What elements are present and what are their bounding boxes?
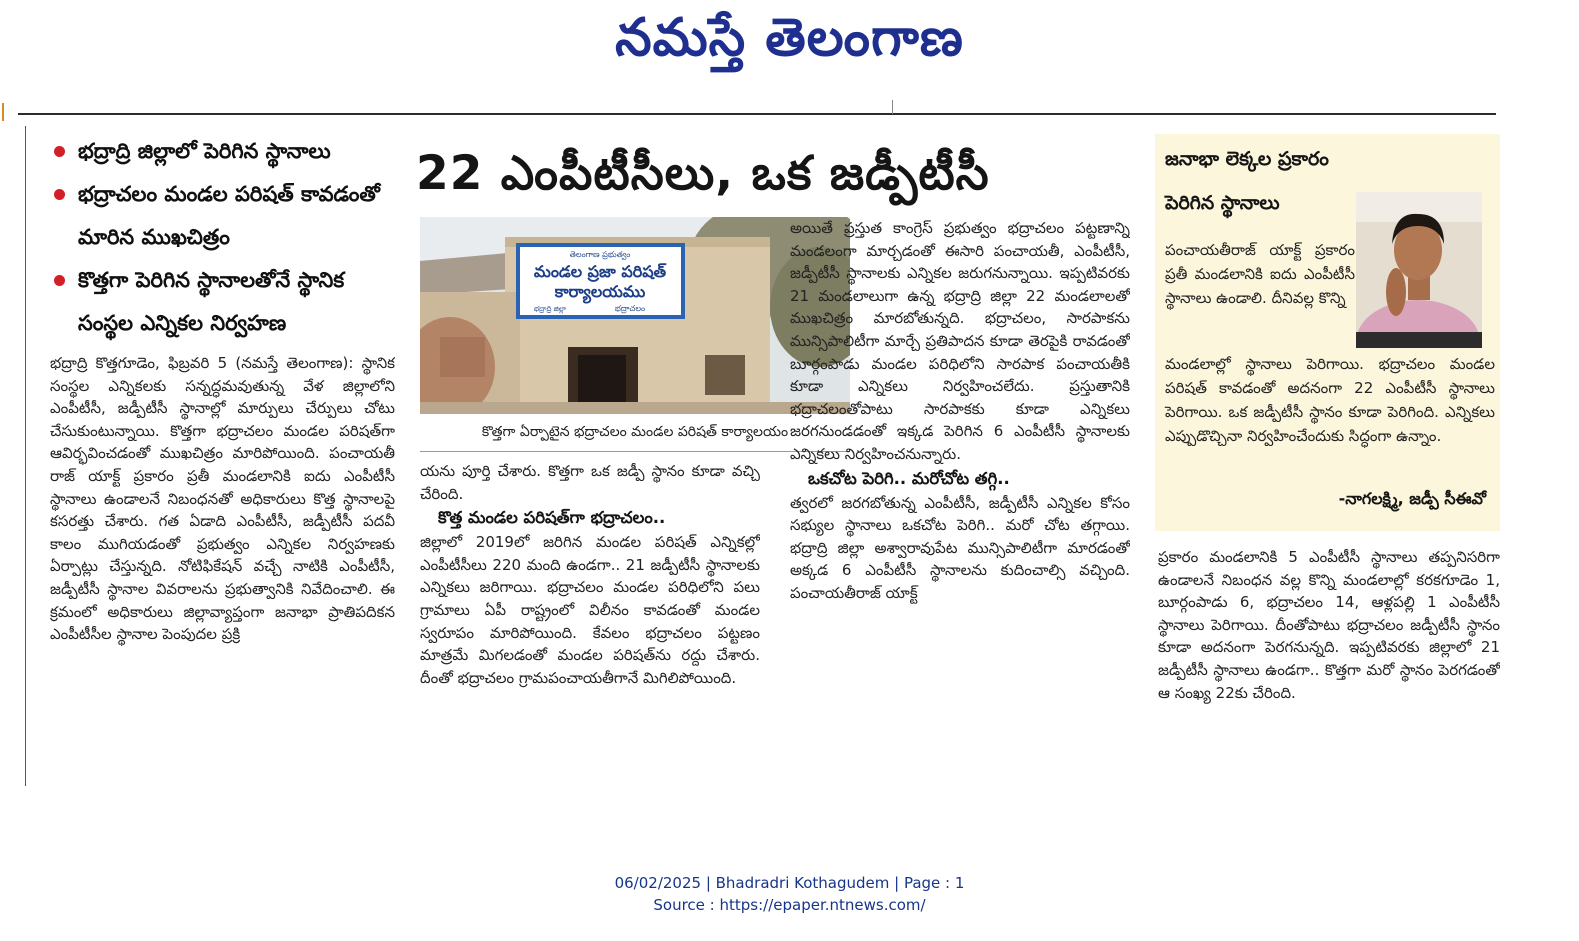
article-column-2 <box>420 460 760 770</box>
top-rule-tick <box>892 100 893 114</box>
article-paragraph: అయితే ప్రస్తుత కాంగ్రెస్ ప్రభుత్వం భద్రాచలం పట్టణాన్ని మండలంగా మార్చడంతో ఈసారి పంచాయతీ, ఎంపీటీసీ, జడ్పీటీసీ స్థానాలకు ఎన్నికల జరుగనున్నాయి. ఇప్పటివరకు 21 మండలాలుగా ఉన్న భద్రాద్రి జిల్లా 22 మండలాలతో ముఖచిత్రం మారబోతున్నది. భద్రాచలం, సారపాకను మున్సిపాలిటీగా మార్చే ప్రతిపాదన కూడా తెరపైకి రావడంతో బూర్గంపాడు మండల పరిధిలోని సారపాక పంచాయతీకి కూడా ఎన్నికలు నిర్వహించలేదు. ప్రస్తుతానికి భద్రాచలంతోపాటు సారపాకకు కూడా ఎన్నికలు జరగనుండడంతో ఇక్కడ పెరిగిన 6 ఎంపీటీసీ స్థానాలకు ఎన్నికలు నిర్వహించనున్నారు. <box>790 219 1130 463</box>
article-column-1 <box>50 352 395 772</box>
article-column-4 <box>1158 546 1500 770</box>
masthead <box>0 0 1579 82</box>
article-paragraph: జిల్లాలో 2019లో జరిగిన మండల పరిషత్ ఎన్నికల్లో ఎంపీటీసీలు 220 మంది ఉండగా.. 21 జడ్పీటీసీ స్థానాలకు ఎన్నికలు జరిగాయి. భద్రాచలం మండల పరిధిలోని పలు గ్రామాలు ఏపీ రాష్ట్రంలో విలీనం కావడంతో మండల స్వరూపం మారిపోయింది. కేవలం భద్రాచలం పట్టణం మాత్రమే మిగలడంతో మండల పరిషత్‌ను రద్దు చేశారు. దీంతో భద్రాచలం గ్రామపంచాయతీగానే మిగిలిపోయింది. <box>420 533 760 687</box>
sidebar-signature: -నాగలక్ష్మి, జడ్పీ సీఈవో <box>1338 489 1486 508</box>
sign-main-line-1: మండల ప్రజా పరిషత్ <box>533 262 667 281</box>
section-subhead: కొత్త మండల పరిషత్‌గా భద్రాచలం.. <box>438 508 666 528</box>
page-edge-mark <box>2 103 4 121</box>
article-paragraph: భద్రాద్రి కొత్తగూడెం, ఫిబ్రవరి 5 (నమస్తే తెలంగాణ): స్థానిక సంస్థల ఎన్నికలకు సన్నద్ధమవుతున్న వేళ జిల్లాలోని ఎంపీటీసీ, జడ్పీటీసీ స్థానాల్లో మార్పులు చేర్పులు చోటు చేసుకుంటున్నాయి. కొత్తగా భద్రాచలం మండల పరిషత్‌గా ఆవిర్భవించడంతో ముఖచిత్రం మారిపోయింది. పంచాయతీ రాజ్ యాక్ట్ ప్రకారం ప్రతీ మండలానికి ఐదు ఎంపీటీసీ స్థానాలు ఉండాలనే నిబంధనతో అధికారులు కొత్త స్థానాలపై కసరత్తు చేశారు. గత ఏడాది ఎంపీటీసీ, జడ్పీటీసీ పదవీ కాలం ముగియడంతో ప్రభుత్వం ఎన్నికల నిర్వహణకు ఏర్పాట్లు చేస్తున్నది. నోటిఫికేషన్ వచ్చే నాటికి ఎంపీటీసీ, జడ్పీటీసీ స్థానాల వివరాలను ప్రభుత్వానికి నివేదించాలి. ఈ క్రమంలో అధికారులు జిల్లావ్యాప్తంగా జనాభా ప్రాతిపదికన ఎంపీటీసీల స్థానాల పెంపుదల ప్రక్రి <box>50 354 395 644</box>
highlight-item <box>50 259 395 345</box>
newspaper-title: నమస్తే తెలంగాణ <box>615 8 964 68</box>
highlight-text: భద్రాద్రి జిల్లాలో పెరిగిన స్థానాలు <box>78 139 331 163</box>
section-subhead: ఒకచోట పెరిగి.. మరోచోట తగ్గి.. <box>808 468 1010 488</box>
article-paragraph: యను పూర్తి చేశారు. కొత్తగా ఒక జడ్పీ స్థానం కూడా వచ్చి చేరింది. <box>420 462 760 503</box>
sign-main-line-2: కార్యాలయము <box>554 282 646 301</box>
office-photo <box>420 217 850 414</box>
article-paragraph: త్వరలో జరగబోతున్న ఎంపీటీసీ, జడ్పీటీసీ ఎన్నికల కోసం సభ్యుల స్థానాలు ఒకచోట పెరిగి.. మరో చోట తగ్గాయి. భద్రాద్రి జిల్లా అశ్వారావుపేట మున్సిపాలిటీగా మారడంతో అక్కడ 6 ఎంపీటీసీ స్థానాలను కుదించాల్సి వచ్చింది. పంచాయతీరాజ్ యాక్ట్ <box>790 493 1130 602</box>
official-portrait <box>1356 192 1482 348</box>
bullet-icon <box>54 146 65 157</box>
left-column-rule <box>25 126 26 786</box>
sign-top-text: తెలంగాణ ప్రభుత్వం <box>569 250 631 259</box>
highlight-item <box>50 173 395 259</box>
portrait-image <box>1356 192 1482 348</box>
sidebar-quote: మండలాల్లో స్థానాలు పెరిగాయి. భద్రాచలం మండల పరిషత్ కావడంతో అదనంగా 22 ఎంపీటీసీ స్థానాలు పెరిగాయి. ఒక జడ్పీటీసీ స్థానం కూడా పెరిగింది. ఎన్నికలు ఎప్పుడొచ్చినా నిర్వహించేందుకు సిద్ధంగా ఉన్నాం. <box>1165 355 1495 445</box>
sign-bottom-text: భద్రాద్రి జిల్లా <box>533 305 567 313</box>
sidebar-quote-wrap: పంచాయతీరాజ్ యాక్ట్ ప్రకారం ప్రతీ మండలానికి ఐదు ఎంపీటీసీ స్థానాలు ఉండాలి. దీనివల్ల కొన్ని <box>1165 241 1355 307</box>
highlight-text: కొత్తగా పెరిగిన స్థానాలతోనే స్థానిక సంస్థల ఎన్నికల నిర్వహణ <box>78 268 345 335</box>
sign-place-text: భద్రాచలం <box>614 304 646 313</box>
page-footer <box>0 872 1579 916</box>
highlight-item <box>50 130 395 173</box>
footer-source-line: Source : https://epaper.ntnews.com/ <box>653 896 926 914</box>
article-paragraph: ప్రకారం మండలానికి 5 ఎంపీటీసీ స్థానాలు తప్పనిసరిగా ఉండాలనే నిబంధన వల్ల కొన్ని మండలాల్లో కరకగూడెం 1, బూర్గంపాడు 6, భద్రాచలం 14, ఆళ్లపల్లి 1 ఎంపీటీసీ స్థానాలు పెరిగాయి. దీంతోపాటు భద్రాచలం జడ్పీటీసీ స్థానం కూడా అదనంగా పెరగనున్నది. ఇప్పటివరకు జిల్లాలో 21 జడ్పీటీసీ స్థానాలు ఉండగా.. కొత్తగా మరో స్థానం పెరగడంతో ఆ సంఖ్య 22కు చేరింది. <box>1158 548 1500 702</box>
sidebar-title-line-1: జనాభా లెక్కల ప్రకారం <box>1165 148 1329 170</box>
bullet-icon <box>54 189 65 200</box>
highlight-text: భద్రాచలం మండల పరిషత్ కావడంతో మారిన ముఖచిత్రం <box>78 182 380 249</box>
article-headline: 22 ఎంపీటీసీలు, ఒక జడ్పీటీసీ <box>416 146 990 201</box>
bullet-icon <box>54 275 65 286</box>
footer-date-line: 06/02/2025 | Bhadradri Kothagudem | Page : 1 <box>614 874 965 892</box>
top-rule <box>18 113 1496 115</box>
article-column-3 <box>790 217 1130 770</box>
highlights-list <box>50 130 395 345</box>
office-building-image <box>420 217 850 414</box>
sidebar-title-line-2: పెరిగిన స్థానాలు <box>1165 192 1280 214</box>
photo-caption: కొత్తగా ఏర్పాటైన భద్రాచలం మండల పరిషత్ కార్యాలయం <box>420 416 850 452</box>
